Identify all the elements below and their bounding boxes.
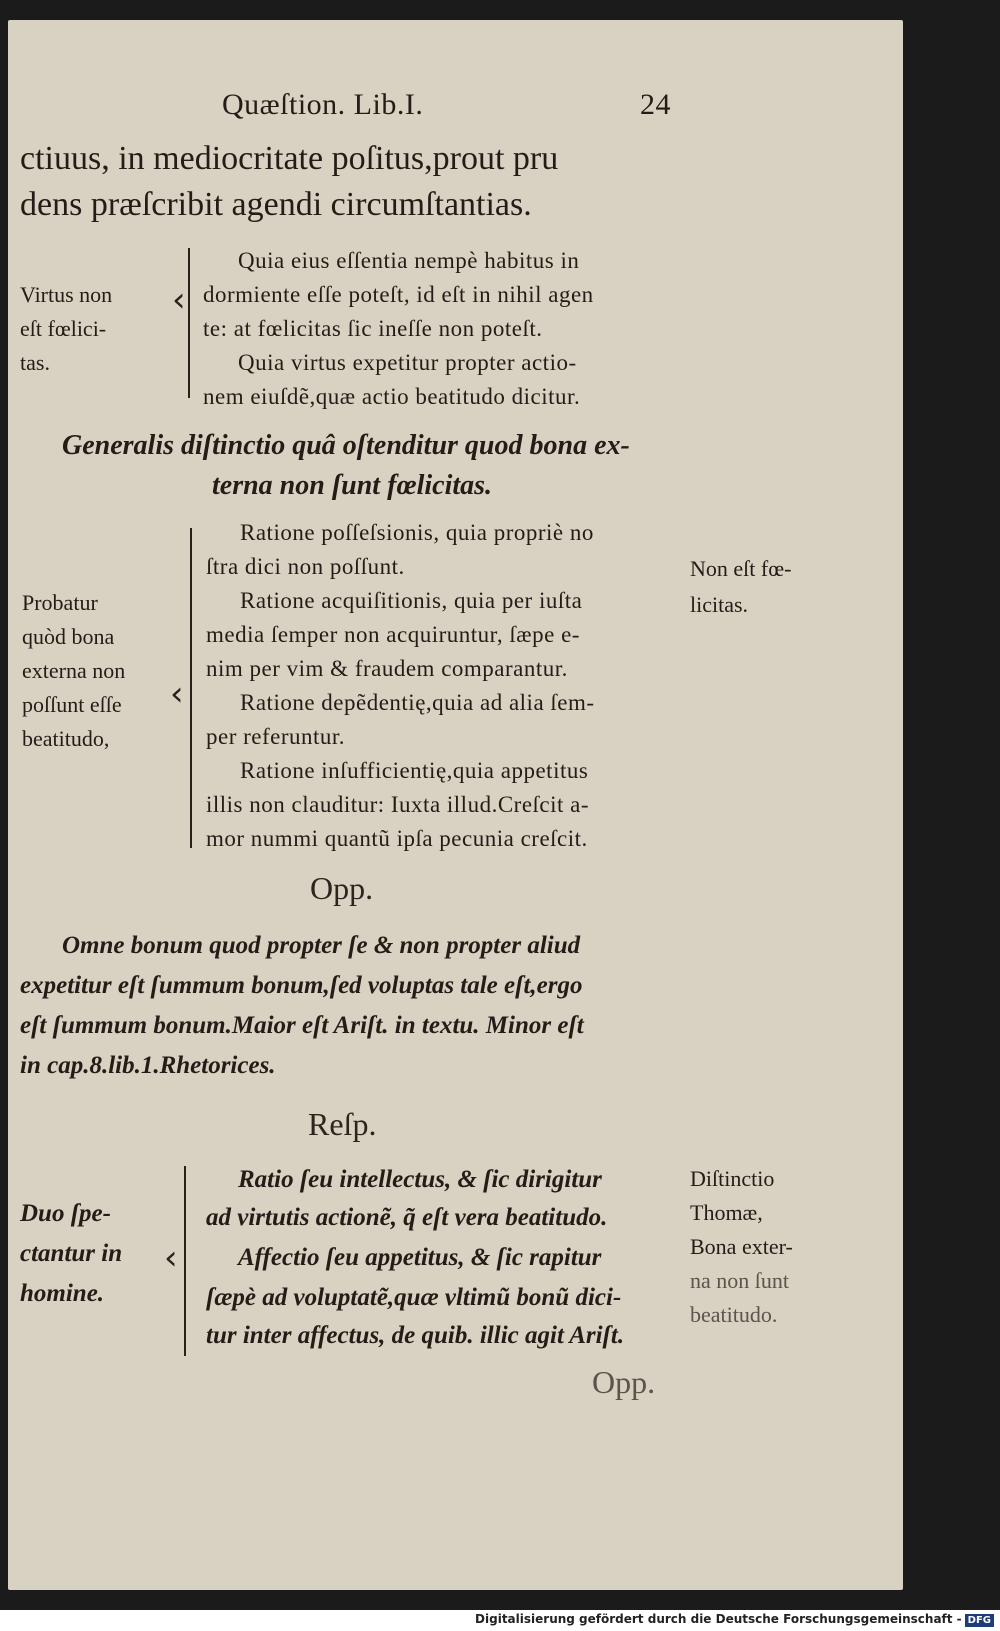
text-line: ſæpè ad voluptatẽ,quæ vltimũ bonũ dici- — [206, 1284, 622, 1311]
text-line: per referuntur. — [206, 724, 346, 749]
text-line: dormiente eſſe poteſt, id eſt in nihil agen — [203, 282, 594, 307]
opp-heading: Opp. — [310, 870, 374, 906]
credit-text: Digitalisierung gefördert durch die Deutsche Forschungsgemeinschaft - — [475, 1612, 962, 1626]
margin-note: homine. — [20, 1280, 105, 1307]
text-line: te: at fœlicitas ſic ineſſe non poteſt. — [203, 316, 543, 341]
digitization-credit — [475, 1612, 994, 1627]
margin-note: Virtus non — [20, 282, 113, 307]
catchword: Opp. — [592, 1364, 656, 1400]
objection-line: eſt ſummum bonum.Maior eſt Ariſt. in textu. Minor eſt — [20, 1012, 584, 1039]
text-line: illis non clauditur: Iuxta illud.Creſcit a- — [206, 792, 590, 817]
brace-point: ‹ — [172, 280, 186, 320]
margin-note: quòd bona — [22, 624, 115, 649]
margin-note: tas. — [20, 350, 50, 375]
text-line: Quia virtus expetitur propter actio- — [238, 350, 577, 375]
brace-point: ‹ — [164, 1238, 178, 1278]
section-heading: terna non ſunt fœlicitas. — [212, 470, 493, 501]
text-line: tur inter affectus, de quib. illic agit Ariſt. — [206, 1322, 625, 1349]
text-line: Ratio ſeu intellectus, & ſic dirigitur — [238, 1166, 602, 1193]
text-line: Affectio ſeu appetitus, & ſic rapitur — [238, 1244, 602, 1271]
running-title: Quæſtion. Lib.I. — [222, 88, 424, 121]
text-line: media ſemper non acquiruntur, ſæpe e- — [206, 622, 580, 647]
objection-line: expetitur eſt ſummum bonum,ſed voluptas tale eſt,ergo — [20, 972, 583, 999]
text-line: Quia eius eſſentia nempè habitus in — [238, 248, 580, 273]
text-line: Ratione poſſeſsionis, quia propriè no — [240, 520, 594, 545]
margin-note: externa non — [22, 658, 126, 683]
margin-note: eſt fœlici- — [20, 316, 107, 341]
objection-line: in cap.8.lib.1.Rhetorices. — [20, 1052, 276, 1079]
text-line: ſtra dici non poſſunt. — [206, 554, 405, 579]
text-line: nem eiuſdẽ,quæ actio beatitudo dicitur. — [203, 384, 581, 409]
margin-note-right: licitas. — [690, 592, 749, 617]
margin-note-right: Bona exter- — [690, 1234, 793, 1259]
text-line: Ratione acquiſitionis, quia per iuſta — [240, 588, 583, 613]
margin-note: ctantur in — [20, 1240, 123, 1267]
margin-note-right: Non eſt fœ- — [690, 556, 792, 581]
text-line: Ratione inſufficientię,quia appetitus — [240, 758, 589, 783]
margin-note: poſſunt eſſe — [22, 692, 122, 717]
margin-note-right: beatitudo. — [690, 1302, 778, 1327]
resp-heading: Reſp. — [308, 1106, 377, 1142]
text-line: mor nummi quantũ ipſa pecunia creſcit. — [206, 826, 588, 851]
objection-line: Omne bonum quod propter ſe & non propter aliud — [62, 932, 581, 959]
dfg-logo: DFG — [965, 1614, 994, 1627]
brace — [184, 1166, 186, 1356]
brace-point: ‹ — [170, 674, 184, 714]
margin-note-right: Diſtinctio — [690, 1166, 775, 1191]
text-line: nim per vim & fraudem comparantur. — [206, 656, 568, 681]
margin-note: Duo ſpe- — [20, 1200, 111, 1227]
brace — [188, 248, 190, 398]
text-line: ctiuus, in mediocritate poſitus,prout pru — [20, 140, 559, 177]
page-number: 24 — [640, 88, 671, 121]
margin-note: beatitudo, — [22, 726, 110, 751]
margin-note: Probatur — [22, 590, 98, 615]
margin-note-right: na non ſunt — [690, 1268, 789, 1293]
text-line: dens præſcribit agendi circumſtantias. — [20, 186, 532, 223]
text-line: Ratione depẽdentię,quia ad alia ſem- — [240, 690, 595, 715]
text-line: ad virtutis actionẽ, q̃ eſt vera beatitudo. — [206, 1204, 608, 1231]
section-heading: Generalis diſtinctio quâ oſtenditur quod bona ex- — [62, 430, 630, 461]
margin-note-right: Thomæ, — [690, 1200, 763, 1225]
brace — [190, 528, 192, 848]
